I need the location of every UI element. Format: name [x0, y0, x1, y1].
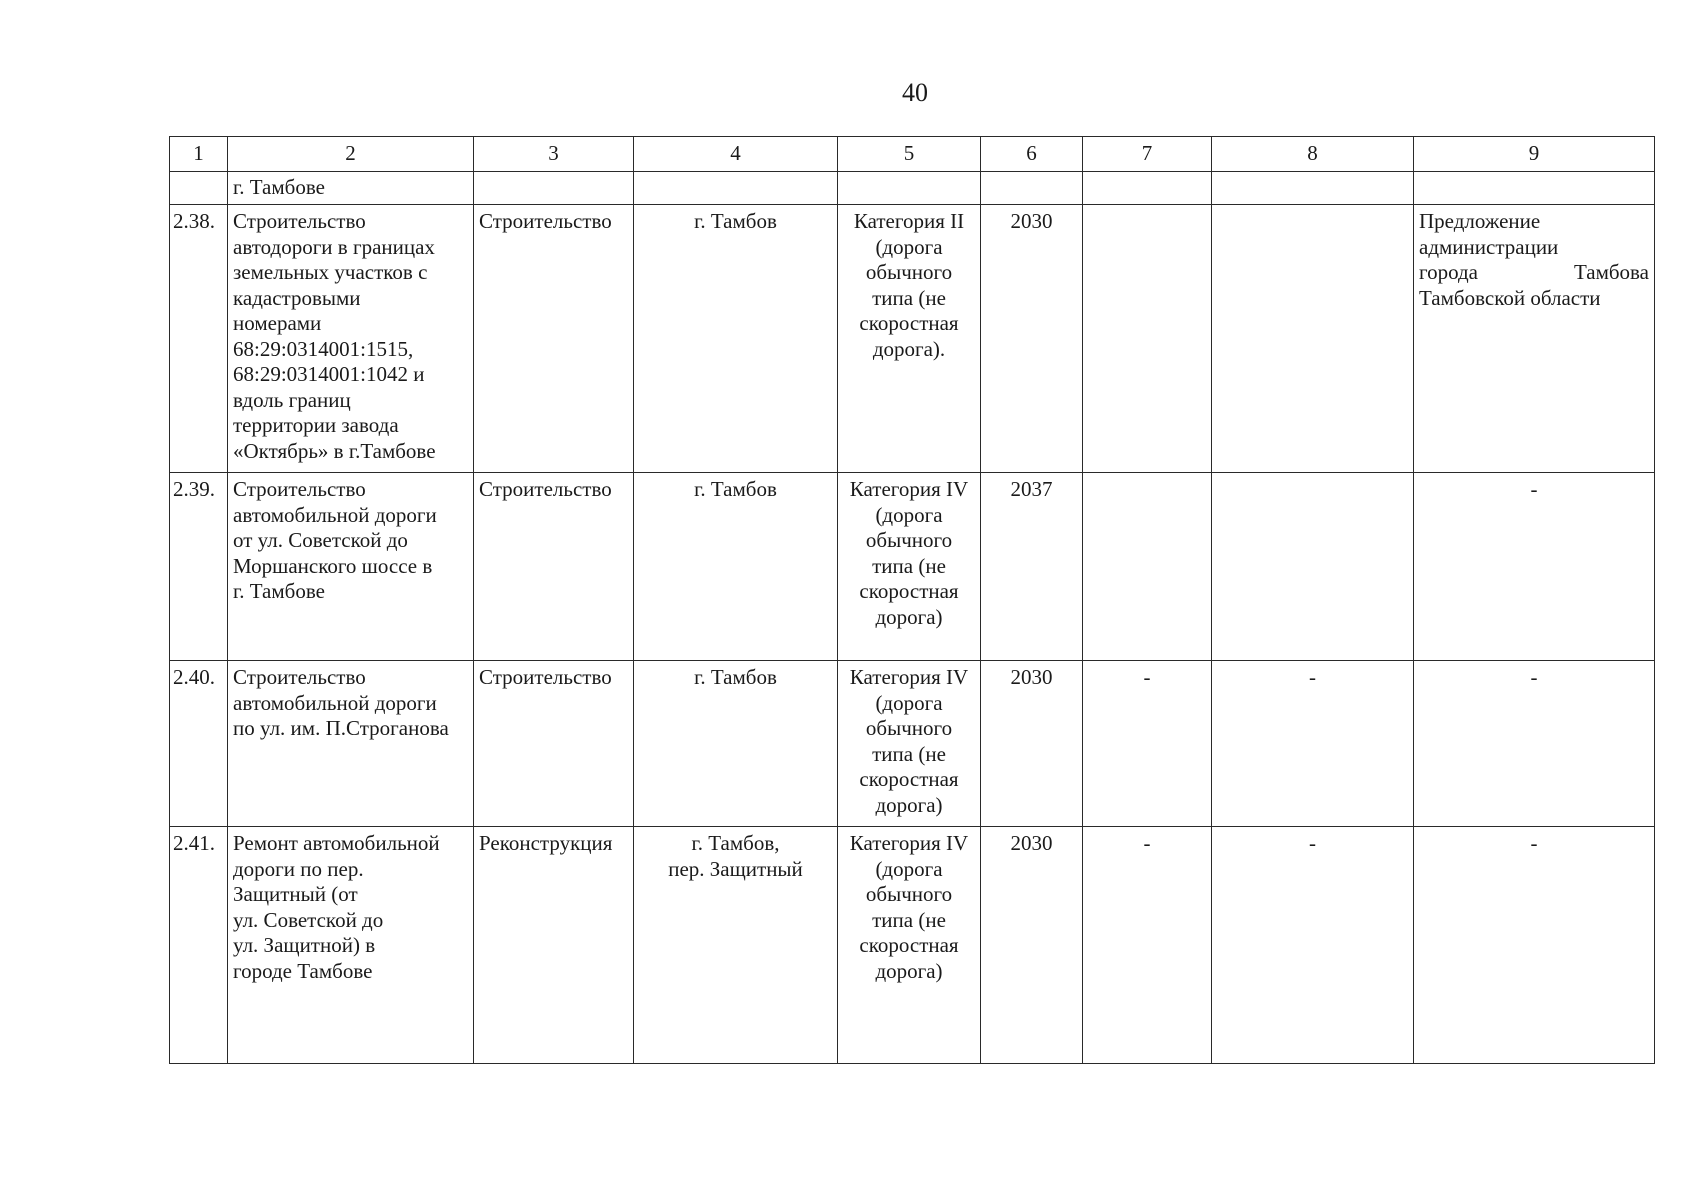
- object-name-line: Защитный (от: [233, 882, 358, 906]
- year-cell: 2030: [981, 205, 1083, 473]
- row-number: 2.41.: [170, 827, 228, 1064]
- row-number: 2.38.: [170, 205, 228, 473]
- note-line: Предложение: [1419, 209, 1541, 233]
- category-line: Категория IV: [849, 665, 969, 689]
- object-name-line: дороги по пер.: [233, 856, 364, 881]
- object-name-line: 68:29:0314001:1515,: [233, 336, 414, 361]
- object-name-cell: [228, 205, 474, 473]
- object-name-line: 68:29:0314001:1042 и: [233, 362, 425, 386]
- category-line: обычного: [865, 882, 953, 906]
- category-line: дорога): [875, 604, 943, 629]
- category-line: обычного: [865, 716, 953, 740]
- object-name-line: ул. Защитной) в: [233, 933, 376, 957]
- object-name-line: территории завода: [233, 413, 399, 437]
- location-line: г. Тамбов: [694, 665, 777, 689]
- location-line: г. Тамбов: [694, 209, 777, 233]
- object-name-line: земельных участков с: [233, 260, 428, 284]
- category-line: дорога): [875, 792, 943, 817]
- object-name-line: г. Тамбове: [233, 579, 325, 603]
- category-line: обычного: [865, 260, 953, 284]
- row-number: 2.40.: [170, 661, 228, 827]
- continuation-row: [170, 172, 1655, 205]
- object-name-line: автодороги в границах: [233, 234, 435, 259]
- col9-cell: -: [1414, 473, 1655, 661]
- col8-cell: [1212, 205, 1414, 473]
- category-cell: [838, 827, 981, 1064]
- location-line: г. Тамбов,: [691, 831, 780, 855]
- object-name-line: автомобильной дороги: [233, 502, 437, 527]
- note-word: города: [1419, 260, 1478, 284]
- year-cell: 2030: [981, 827, 1083, 1064]
- object-name-line: Строительство: [233, 209, 366, 233]
- column-header: 4: [634, 137, 838, 172]
- category-cell: [838, 661, 981, 827]
- work-type: Строительство: [474, 473, 634, 661]
- object-name-line: «Октябрь» в г.Тамбове: [233, 438, 436, 463]
- col8-cell: [1212, 473, 1414, 661]
- column-header: 5: [838, 137, 981, 172]
- continuation-text: г. Тамбове: [228, 172, 474, 205]
- work-type: Реконструкция: [474, 827, 634, 1064]
- column-header: 3: [474, 137, 634, 172]
- object-name-line: автомобильной дороги: [233, 690, 437, 715]
- note-cell: [1414, 205, 1655, 473]
- category-line: скоростная: [859, 767, 959, 791]
- column-header: 1: [170, 137, 228, 172]
- category-line: Категория IV: [849, 831, 969, 855]
- category-line: (дорога: [875, 690, 943, 715]
- note-justified-line: [1419, 260, 1649, 286]
- column-number-row: [170, 137, 1655, 172]
- category-line: типа (не: [872, 907, 946, 932]
- year-cell: 2037: [981, 473, 1083, 661]
- object-name-line: Строительство: [233, 477, 366, 501]
- col9-cell: -: [1414, 827, 1655, 1064]
- row-number: 2.39.: [170, 473, 228, 661]
- location-cell: [634, 661, 838, 827]
- col7-cell: -: [1083, 827, 1212, 1064]
- category-line: скоростная: [859, 579, 959, 603]
- object-name-line: Строительство: [233, 665, 366, 689]
- col7-cell: [1083, 473, 1212, 661]
- col7-cell: -: [1083, 661, 1212, 827]
- category-line: типа (не: [872, 741, 946, 766]
- col9-cell: -: [1414, 661, 1655, 827]
- note-line: администрации: [1419, 234, 1559, 259]
- category-cell: [838, 205, 981, 473]
- category-cell: [838, 473, 981, 661]
- location-line: пер. Защитный: [668, 856, 803, 881]
- object-name-line: номерами: [233, 311, 322, 335]
- object-name-line: Моршанского шоссе в: [233, 553, 433, 578]
- column-header: 9: [1414, 137, 1655, 172]
- category-line: (дорога: [875, 234, 943, 259]
- object-name-cell: [228, 473, 474, 661]
- category-line: дорога).: [872, 336, 946, 361]
- category-line: (дорога: [875, 856, 943, 881]
- note-line: Тамбовской области: [1419, 285, 1601, 310]
- object-name-line: городе Тамбове: [233, 958, 373, 983]
- category-line: скоростная: [859, 311, 959, 335]
- page-number: 40: [902, 78, 928, 107]
- object-name-line: вдоль границ: [233, 387, 351, 412]
- col8-cell: -: [1212, 661, 1414, 827]
- work-type: Строительство: [474, 205, 634, 473]
- col8-cell: -: [1212, 827, 1414, 1064]
- location-cell: [634, 473, 838, 661]
- table-row: [170, 827, 1655, 1064]
- column-header: 6: [981, 137, 1083, 172]
- location-cell: [634, 827, 838, 1064]
- col7-cell: [1083, 205, 1212, 473]
- document-table: [169, 136, 1655, 1064]
- object-name-line: кадастровыми: [233, 285, 361, 310]
- table-row: [170, 661, 1655, 827]
- object-name-cell: [228, 827, 474, 1064]
- year-cell: 2030: [981, 661, 1083, 827]
- category-line: типа (не: [872, 285, 946, 310]
- category-line: типа (не: [872, 553, 946, 578]
- column-header: 2: [228, 137, 474, 172]
- category-line: Категория IV: [849, 477, 969, 501]
- category-line: скоростная: [859, 933, 959, 957]
- table-row: [170, 473, 1655, 661]
- location-cell: [634, 205, 838, 473]
- category-line: (дорога: [875, 502, 943, 527]
- location-line: г. Тамбов: [694, 477, 777, 501]
- object-name-line: ул. Советской до: [233, 907, 384, 932]
- object-name-line: от ул. Советской до: [233, 528, 408, 552]
- category-line: Категория II: [853, 209, 965, 233]
- table-row: [170, 205, 1655, 473]
- note-word: Тамбова: [1573, 260, 1649, 284]
- column-header: 8: [1212, 137, 1414, 172]
- object-name-cell: [228, 661, 474, 827]
- category-line: обычного: [865, 528, 953, 552]
- category-line: дорога): [875, 958, 943, 983]
- object-name-line: по ул. им. П.Строганова: [233, 716, 449, 740]
- column-header: 7: [1083, 137, 1212, 172]
- object-name-line: Ремонт автомобильной: [233, 831, 440, 855]
- work-type: Строительство: [474, 661, 634, 827]
